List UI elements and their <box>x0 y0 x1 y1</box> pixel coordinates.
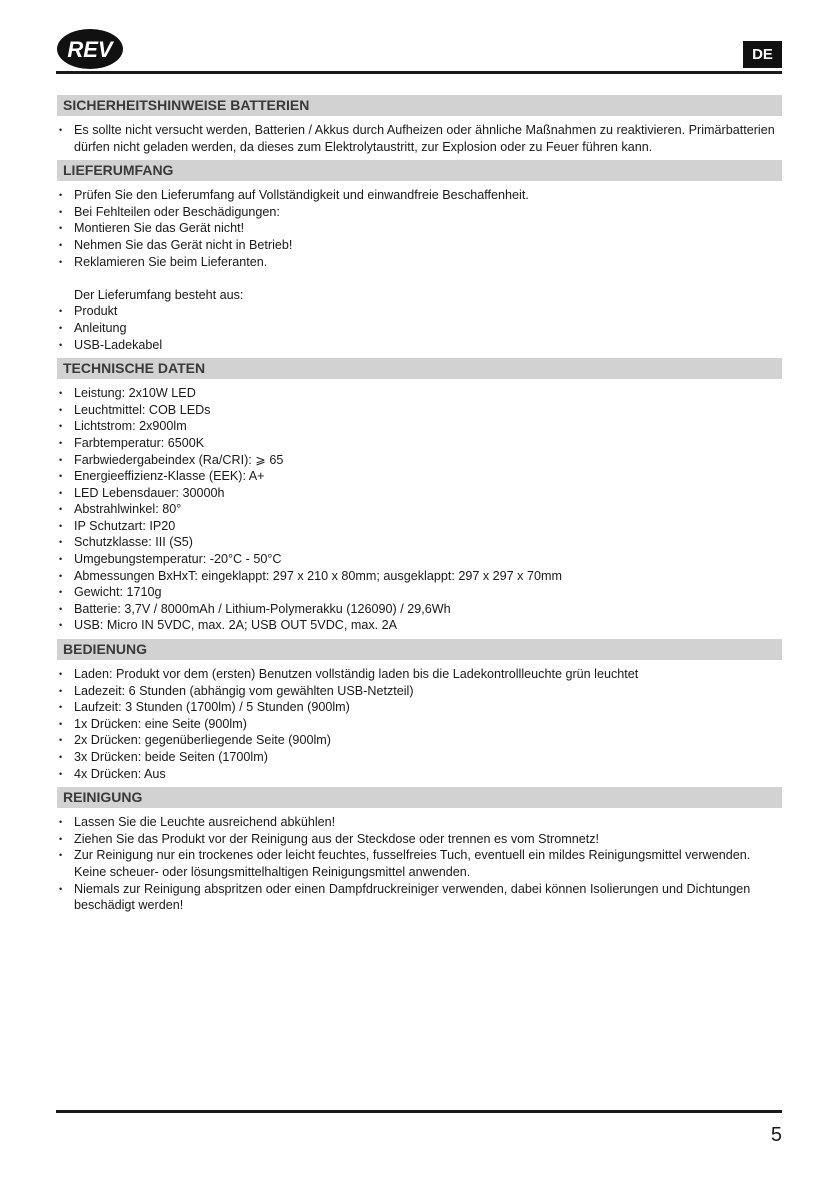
list-item: • Lassen Sie die Leuchte ausreichend abkühlen! <box>57 814 782 831</box>
list-item: • 2x Drücken: gegenüberliegende Seite (900lm) <box>57 732 782 749</box>
section-list <box>57 666 782 782</box>
list-item: • LED Lebensdauer: 30000h <box>57 485 782 502</box>
list-item: • Laden: Produkt vor dem (ersten) Benutzen vollständig laden bis die Ladekontrollleuchte grün leuchtet <box>57 666 782 683</box>
list-item: • Ziehen Sie das Produkt vor der Reinigung aus der Steckdose oder trennen es vom Stromnetz! <box>57 831 782 848</box>
list-item: • Lichtstrom: 2x900lm <box>57 418 782 435</box>
list-item: • Gewicht: 1710g <box>57 584 782 601</box>
list-item: • IP Schutzart: IP20 <box>57 518 782 535</box>
list-item: • Reklamieren Sie beim Lieferanten. <box>57 254 782 271</box>
list-item: • Zur Reinigung nur ein trockenes oder leicht feuchtes, fusselfreies Tuch, eventuell ein mildes Reinigungsmittel verwenden. Keine scheuer- oder lösungsmittelhaltigen Reinigungsmittel anwenden. <box>57 847 782 880</box>
section-heading: TECHNISCHE DATEN <box>57 358 782 379</box>
list-item: • Niemals zur Reinigung abspritzen oder einen Dampfdruckreiniger verwenden, dabei können Isolierungen und Dichtungen beschädigt werden! <box>57 881 782 914</box>
section-heading: REINIGUNG <box>57 787 782 808</box>
list-item: • Leuchtmittel: COB LEDs <box>57 402 782 419</box>
list-item: • Leistung: 2x10W LED <box>57 385 782 402</box>
list-item: • Batterie: 3,7V / 8000mAh / Lithium-Polymerakku (126090) / 29,6Wh <box>57 601 782 618</box>
content <box>57 95 782 919</box>
section-list <box>57 814 782 914</box>
list-item <box>57 270 782 287</box>
list-item: • Abmessungen BxHxT: eingeklappt: 297 x 210 x 80mm; ausgeklappt: 297 x 297 x 70mm <box>57 568 782 585</box>
list-item: • 3x Drücken: beide Seiten (1700lm) <box>57 749 782 766</box>
list-item: • Farbwiedergabeindex (Ra/CRI): ⩾ 65 <box>57 452 782 469</box>
list-item: • Nehmen Sie das Gerät nicht in Betrieb! <box>57 237 782 254</box>
list-item: • Umgebungstemperatur: -20°C - 50°C <box>57 551 782 568</box>
svg-text:REV: REV <box>67 37 113 62</box>
section-list <box>57 385 782 634</box>
list-item: • USB-Ladekabel <box>57 337 782 354</box>
section-heading: LIEFERUMFANG <box>57 160 782 181</box>
section-heading: BEDIENUNG <box>57 639 782 660</box>
list-item: • USB: Micro IN 5VDC, max. 2A; USB OUT 5VDC, max. 2A <box>57 617 782 634</box>
list-item: • Prüfen Sie den Lieferumfang auf Vollständigkeit und einwandfreie Beschaffenheit. <box>57 187 782 204</box>
language-badge: DE <box>743 41 782 68</box>
list-item: • 1x Drücken: eine Seite (900lm) <box>57 716 782 733</box>
section-list <box>57 122 782 155</box>
list-item: • Anleitung <box>57 320 782 337</box>
list-item: • Es sollte nicht versucht werden, Batterien / Akkus durch Aufheizen oder ähnliche Maßnahmen zu reaktivieren. Primärbatterien dürfen nicht geladen werden, da dieses zum Elektrolytaustritt, zur Explosion oder zu Feuer führen kann. <box>57 122 782 155</box>
list-item: • Ladezeit: 6 Stunden (abhängig vom gewählten USB-Netzteil) <box>57 683 782 700</box>
list-item: • Schutzklasse: III (S5) <box>57 534 782 551</box>
footer-divider <box>56 1110 782 1113</box>
section-heading: SICHERHEITSHINWEISE BATTERIEN <box>57 95 782 116</box>
rev-logo <box>56 28 124 70</box>
list-item: • Produkt <box>57 303 782 320</box>
list-item: Der Lieferumfang besteht aus: <box>74 287 244 302</box>
list-item: • Bei Fehlteilen oder Beschädigungen: <box>57 204 782 221</box>
list-item: • Montieren Sie das Gerät nicht! <box>57 220 782 237</box>
list-item: • Energieeffizienz-Klasse (EEK): A+ <box>57 468 782 485</box>
section-list <box>57 187 782 353</box>
list-item: • Abstrahlwinkel: 80° <box>57 501 782 518</box>
header-divider <box>56 71 782 74</box>
list-item: • Laufzeit: 3 Stunden (1700lm) / 5 Stunden (900lm) <box>57 699 782 716</box>
list-item: • Farbtemperatur: 6500K <box>57 435 782 452</box>
page-number: 5 <box>770 1124 782 1146</box>
list-item: • 4x Drücken: Aus <box>57 766 782 783</box>
